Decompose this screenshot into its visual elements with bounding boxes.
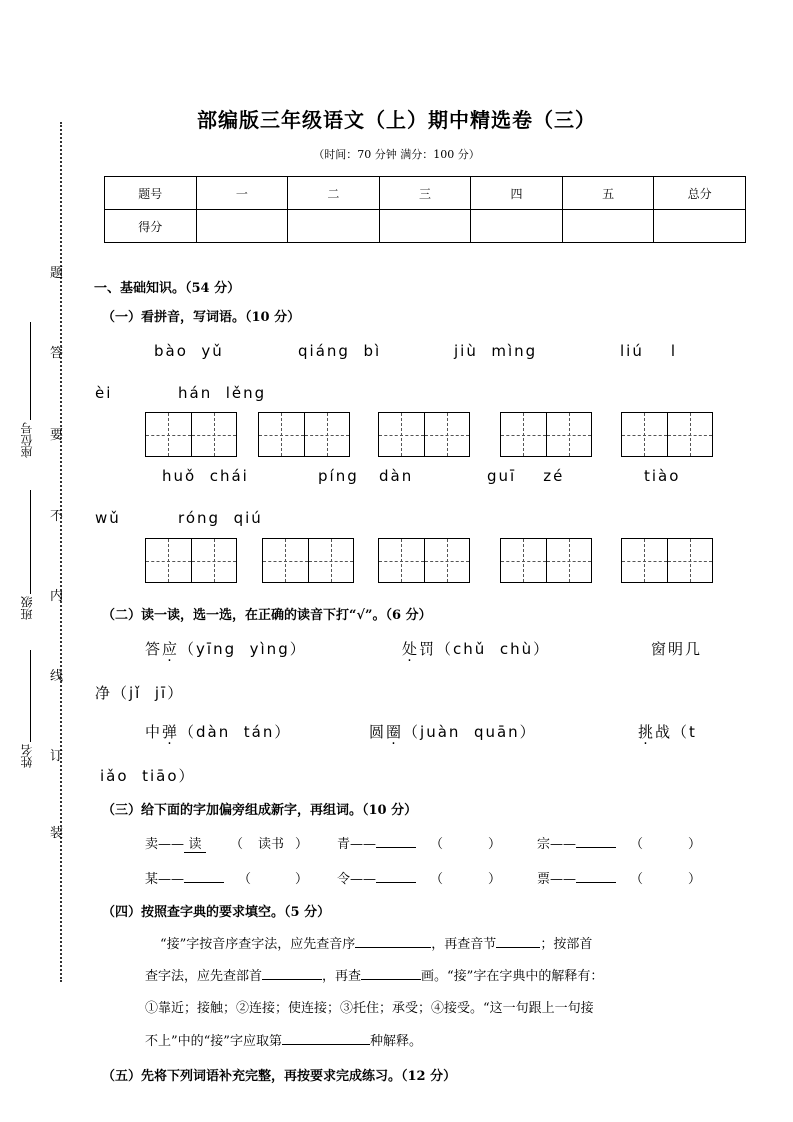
q4-text: 查字法，应先查部首 [145, 969, 263, 984]
answer-blank[interactable] [361, 979, 421, 980]
q2-item-4 [145, 721, 291, 742]
binding-dotted-line [60, 122, 62, 982]
writing-grid[interactable] [621, 538, 713, 583]
score-cell-total: 总分 [654, 177, 746, 210]
seal-char: 内 [50, 589, 64, 604]
word-char: 战 [655, 723, 673, 741]
pinyin: wǔ [95, 509, 121, 527]
page-title: 部编版三年级语文（上）期中精选卷（三） [197, 108, 596, 132]
score-entry[interactable] [471, 210, 563, 243]
q5-title: （五）先将下列词语补充完整，再按要求完成练习。（12 分） [102, 1069, 457, 1084]
q3-item [145, 833, 206, 853]
q2-item-1 [145, 638, 307, 659]
right-paren: ） [295, 837, 309, 852]
left-paren: （ [630, 872, 644, 887]
q4-text: 画。“接”字在字典中的解释有： [421, 969, 604, 984]
word-answer[interactable]: 读书 [258, 837, 285, 852]
right-paren: ） [488, 837, 502, 852]
q3-item [145, 868, 224, 887]
q2-item-2 [402, 638, 550, 659]
q4-line [145, 965, 603, 984]
pinyin-options: （t [672, 723, 697, 741]
pinyin: píng dàn [318, 467, 414, 485]
writing-grid[interactable] [145, 412, 237, 457]
name-label: 姓名 [20, 744, 34, 768]
answer-blank[interactable] [376, 847, 416, 848]
pinyin-options: （juàn quān） [403, 723, 537, 741]
pinyin: èi [95, 384, 113, 402]
q4-text: “接”字按音序查字法，应先查音序 [160, 937, 356, 952]
seal-char: 装 [50, 826, 64, 841]
q4-line [145, 1030, 422, 1049]
score-entry[interactable] [562, 210, 654, 243]
name-line [30, 650, 31, 742]
q4-text: 不上”中的“接”字应取第 [145, 1034, 282, 1049]
pinyin: tiào [644, 467, 681, 485]
dotted-char: 挑 [638, 723, 656, 741]
answer-blank[interactable] [282, 1044, 370, 1045]
score-cell-part1: 一 [196, 177, 288, 210]
score-cell-part5: 五 [562, 177, 654, 210]
pinyin: qiáng bì [298, 342, 382, 360]
q3-item [337, 833, 416, 852]
q3-item [337, 868, 416, 887]
seal-char: 线 [50, 669, 64, 684]
base-char: 宗—— [537, 837, 577, 852]
q4-line [160, 933, 592, 952]
writing-grid[interactable] [500, 538, 592, 583]
right-paren: ） [295, 872, 309, 887]
pinyin: bào yǔ [154, 342, 224, 360]
pinyin: guī zé [487, 467, 565, 485]
left-paren: （ [230, 837, 244, 852]
q3-item [537, 833, 616, 852]
answer-blank[interactable] [576, 882, 616, 883]
q2-item-6-cont: iǎo tiāo） [100, 767, 196, 785]
right-paren: ） [488, 872, 502, 887]
score-cell-part4: 四 [471, 177, 563, 210]
answer-blank[interactable] [496, 947, 540, 948]
answer-blank[interactable] [184, 882, 224, 883]
q2-item-6 [638, 721, 697, 742]
answer-blank[interactable] [576, 847, 616, 848]
q3-title: （三）给下面的字加偏旁组成新字，再组词。（10 分） [102, 803, 418, 818]
writing-grid[interactable] [378, 412, 470, 457]
left-paren: （ [238, 872, 252, 887]
writing-grid[interactable] [258, 412, 350, 457]
word-char: 罚 [419, 640, 437, 658]
writing-grid[interactable] [621, 412, 713, 457]
score-cell-part3: 三 [379, 177, 471, 210]
base-char: 令—— [337, 872, 377, 887]
writing-grid[interactable] [262, 538, 354, 583]
score-table-score-row [105, 210, 746, 243]
score-entry[interactable] [196, 210, 288, 243]
q2-item-3 [651, 638, 702, 659]
base-char: 卖—— [145, 837, 185, 852]
seal-char: 订 [50, 749, 64, 764]
left-paren: （ [430, 872, 444, 887]
dotted-char: 处 [402, 640, 420, 658]
writing-grid[interactable] [378, 538, 470, 583]
answer-blank[interactable]: 读 [184, 833, 206, 853]
q2-item-5 [369, 721, 537, 742]
writing-grid[interactable] [145, 538, 237, 583]
pinyin: liú l [620, 342, 678, 360]
q2-title: （二）读一读，选一选，在正确的读音下打“√”。（6 分） [102, 608, 432, 623]
word-char: 中 [145, 723, 163, 741]
score-table [104, 176, 746, 243]
q3-item [537, 868, 616, 887]
seal-char: 要 [50, 428, 64, 443]
seal-char: 不 [50, 509, 64, 524]
left-paren: （ [430, 837, 444, 852]
score-cell-label: 题号 [105, 177, 197, 210]
pinyin: róng qiú [178, 509, 263, 527]
pinyin: hán lěng [178, 384, 267, 402]
score-entry[interactable] [654, 210, 746, 243]
pinyin-options: （dàn tán） [179, 723, 292, 741]
class-label: 班级 [20, 596, 34, 620]
dotted-char: 圈 [386, 723, 404, 741]
answer-blank[interactable] [376, 882, 416, 883]
base-char: 票—— [537, 872, 577, 887]
part1-title: 一、基础知识。（54 分） [94, 281, 241, 296]
word-char: 答 [145, 640, 163, 658]
answer-blank[interactable] [262, 979, 322, 980]
score-entry[interactable] [288, 210, 380, 243]
dotted-char: 应 [162, 640, 180, 658]
seal-char: 答 [50, 346, 64, 361]
left-paren: （ [630, 837, 644, 852]
q4-line: ①靠近；接触；②连接；使连接；③托住；承受；④接受。“这一句跟上一句接 [145, 1001, 594, 1016]
score-cell-part2: 二 [288, 177, 380, 210]
q4-text: ，再查 [322, 969, 362, 984]
answer-blank[interactable] [355, 947, 431, 948]
pinyin: jiù mìng [454, 342, 538, 360]
dotted-char: 弹 [162, 723, 180, 741]
right-paren: ） [688, 872, 702, 887]
base-char: 某—— [145, 872, 185, 887]
word-char: 圆 [369, 723, 387, 741]
q4-text: ，再查音节 [431, 937, 497, 952]
score-row-label: 得分 [105, 210, 197, 243]
exam-time-info: （时间：70 分钟 满分：100 分） [313, 148, 480, 161]
seat-number-label: 座位号 [20, 422, 34, 458]
seal-char: 题 [50, 266, 64, 281]
pinyin-options: （yīng yìng） [179, 640, 307, 658]
q4-text: 种解释。 [369, 1034, 422, 1049]
score-entry[interactable] [379, 210, 471, 243]
seat-number-line [30, 322, 31, 420]
right-paren: ） [688, 837, 702, 852]
q2-item-3-cont: 净（jǐ jī） [95, 684, 185, 702]
word-chars: 窗明几 [651, 640, 703, 658]
pinyin-options: （chǔ chù） [436, 640, 551, 658]
q1-title: （一）看拼音，写词语。（10 分） [102, 310, 301, 325]
base-char: 青—— [337, 837, 377, 852]
class-line [30, 490, 31, 594]
q4-title: （四）按照查字典的要求填空。（5 分） [102, 905, 331, 920]
score-table-header-row [105, 177, 746, 210]
writing-grid[interactable] [500, 412, 592, 457]
q4-text: ；按部首 [540, 937, 593, 952]
pinyin: huǒ chái [162, 467, 249, 485]
